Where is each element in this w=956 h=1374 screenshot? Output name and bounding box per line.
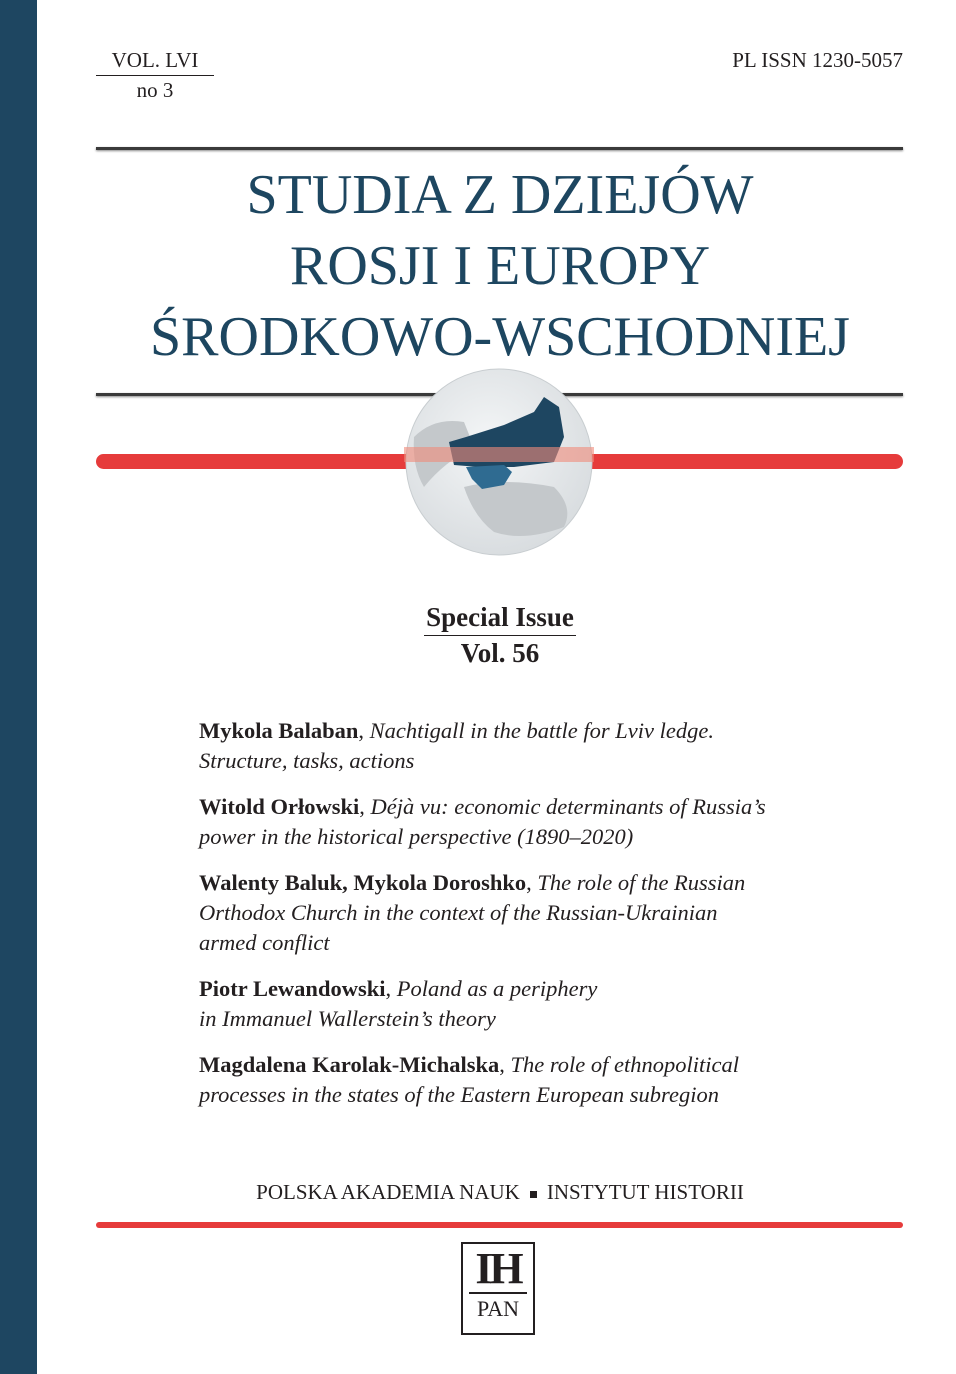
special-issue-label: Special Issue <box>424 602 576 636</box>
article-title: Nachtigall in the battle for Lviv ledge. <box>369 718 714 743</box>
article-title: Déjà vu: economic determinants of Russia’s <box>370 794 766 819</box>
title-line-2: ROSJI I EUROPY <box>289 235 711 297</box>
cover-sidebar-band <box>0 0 37 1374</box>
article-authors: Witold Orłowski <box>199 794 360 819</box>
square-separator-icon <box>530 1191 537 1198</box>
publisher-academy: POLSKA AKADEMIA NAUK <box>256 1180 520 1204</box>
article-title: The role of the Russian <box>537 870 746 895</box>
article-title-cont: Orthodox Church in the context of the Russian-Ukrainian <box>199 900 718 925</box>
article-authors: Magdalena Karolak-Michalska <box>199 1052 500 1077</box>
footer-red-rule <box>96 1222 903 1228</box>
volume-block <box>96 48 214 103</box>
journal-title <box>60 160 940 373</box>
article-entry: Magdalena Karolak-Michalska, The role of ethnopolitical processes in the states of the Eastern European subregion <box>199 1052 739 1107</box>
article-entry: Walenty Baluk, Mykola Doroshko, The role of the Russian Orthodox Church in the context of the Russian-Ukrainian armed conflict <box>199 870 746 955</box>
ih-pan-logo <box>461 1242 535 1335</box>
article-title-cont: processes in the states of the Eastern European subregion <box>199 1082 719 1107</box>
volume-label: VOL. LVI <box>96 48 214 76</box>
article-title-cont: armed conflict <box>199 930 330 955</box>
title-line-1: STUDIA Z DZIEJÓW <box>246 164 754 226</box>
article-title: Poland as a periphery <box>396 976 598 1001</box>
logo-ih: IH <box>469 1246 527 1294</box>
article-title: The role of ethnopolitical <box>510 1052 739 1077</box>
issn: PL ISSN 1230-5057 <box>732 48 903 72</box>
article-authors: Walenty Baluk, Mykola Doroshko <box>199 870 527 895</box>
special-volume: Vol. 56 <box>460 638 540 668</box>
article-title-cont: power in the historical perspective (1890–2020) <box>199 824 634 849</box>
article-authors: Piotr Lewandowski <box>199 976 386 1001</box>
globe-illustration <box>404 367 594 557</box>
article-list <box>199 716 849 1126</box>
article-authors: Mykola Balaban <box>199 718 359 743</box>
red-band-overlay <box>404 447 594 462</box>
top-rule <box>96 147 903 150</box>
article-entry: Witold Orłowski, Déjà vu: economic determinants of Russia’s power in the historical perspective (1890–2020) <box>199 794 766 849</box>
article-title-cont: Structure, tasks, actions <box>199 748 415 773</box>
title-line-3: ŚRODKOWO-WSCHODNIEJ <box>150 306 850 368</box>
article-entry: Mykola Balaban, Nachtigall in the battle for Lviv ledge. Structure, tasks, actions <box>199 718 714 773</box>
special-issue-heading <box>0 602 956 669</box>
publisher-line <box>0 1180 956 1205</box>
issue-number: no 3 <box>136 78 174 102</box>
article-entry: Piotr Lewandowski, Poland as a periphery in Immanuel Wallerstein’s theory <box>199 976 598 1031</box>
article-title-cont: in Immanuel Wallerstein’s theory <box>199 1006 496 1031</box>
logo-pan: PAN <box>477 1296 519 1321</box>
publisher-institute: INSTYTUT HISTORII <box>546 1180 744 1204</box>
